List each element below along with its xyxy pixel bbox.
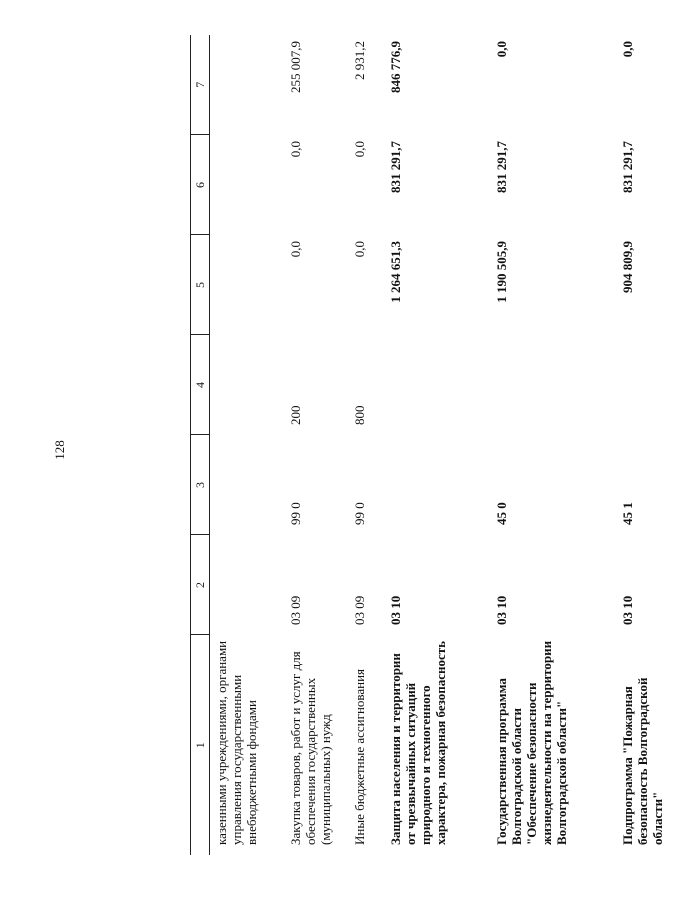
row-section-code bbox=[210, 535, 277, 635]
row-value-5: 1 264 651,3 bbox=[388, 241, 403, 303]
row-value-6 bbox=[210, 135, 277, 235]
budget-table-grid bbox=[190, 35, 674, 855]
row-value-5: 0,0 bbox=[288, 241, 303, 258]
row-name: казенными учреждениями, органами управления государственными внебюджетными фондами bbox=[214, 640, 259, 845]
row-program-code: 99 0 bbox=[352, 502, 367, 525]
row-section-code: 03 10 bbox=[620, 595, 635, 625]
row-expense-type bbox=[210, 335, 277, 435]
row-program-code bbox=[210, 435, 277, 535]
row-value-6: 831 291,7 bbox=[494, 141, 509, 193]
row-program-code: 45 1 bbox=[620, 502, 635, 525]
row-section-code: 03 10 bbox=[388, 595, 403, 625]
row-value-5: 0,0 bbox=[352, 241, 367, 258]
page-number: 128 bbox=[52, 440, 67, 460]
table-row bbox=[482, 35, 608, 855]
row-value-5: 904 809,9 bbox=[620, 241, 635, 293]
row-value-5: 1 190 505,9 bbox=[494, 241, 509, 303]
table-row bbox=[608, 35, 674, 855]
row-program-code: 99 0 bbox=[288, 502, 303, 525]
table-row bbox=[210, 35, 277, 855]
row-value-7 bbox=[210, 35, 277, 135]
column-header-5: 5 bbox=[191, 235, 210, 335]
row-name: Иные бюджетные ассигнования bbox=[352, 668, 367, 845]
row-expense-type: 800 bbox=[352, 405, 367, 425]
row-section-code: 03 10 bbox=[494, 595, 509, 625]
column-header-4: 4 bbox=[191, 335, 210, 435]
budget-table bbox=[190, 35, 690, 855]
column-header-1: 1 bbox=[191, 635, 210, 855]
row-name: Закупка товаров, работ и услуг для обеспечения государственных (муниципальных) нужд bbox=[288, 651, 333, 845]
row-value-7: 0,0 bbox=[620, 41, 635, 58]
row-expense-type bbox=[608, 335, 674, 435]
row-value-6: 831 291,7 bbox=[388, 141, 403, 193]
row-expense-type: 200 bbox=[288, 405, 303, 425]
row-program-code: 45 0 bbox=[494, 502, 509, 525]
column-header-7: 7 bbox=[191, 35, 210, 135]
header-row bbox=[191, 35, 210, 855]
row-value-6: 0,0 bbox=[352, 141, 367, 158]
row-value-7: 2 931,2 bbox=[352, 41, 367, 80]
column-header-6: 6 bbox=[191, 135, 210, 235]
row-section-code: 03 09 bbox=[352, 595, 367, 625]
row-value-7: 255 007,9 bbox=[288, 41, 303, 93]
row-value-7: 846 776,9 bbox=[388, 41, 403, 93]
row-value-5 bbox=[210, 235, 277, 335]
column-header-2: 2 bbox=[191, 535, 210, 635]
row-value-6: 0,0 bbox=[288, 141, 303, 158]
row-name: Защита населения и территории от чрезвычайных ситуаций природного и техногенного характера, пожарная безопасность bbox=[388, 640, 448, 845]
row-value-6: 831 291,7 bbox=[620, 141, 635, 193]
row-name: Подпрограмма "Пожарная безопасность Волгоградской области" bbox=[620, 677, 665, 845]
row-section-code: 03 09 bbox=[288, 595, 303, 625]
row-expense-type bbox=[376, 335, 482, 435]
table-row bbox=[340, 35, 376, 855]
row-value-7: 0,0 bbox=[494, 41, 509, 58]
row-name: Государственная программа Волгоградской области "Обеспечение безопасности жизнедеятельности на территории Волгоградской области" bbox=[494, 640, 569, 845]
table-row bbox=[276, 35, 340, 855]
table-row bbox=[376, 35, 482, 855]
row-program-code bbox=[376, 435, 482, 535]
row-expense-type bbox=[482, 335, 608, 435]
column-header-3: 3 bbox=[191, 435, 210, 535]
